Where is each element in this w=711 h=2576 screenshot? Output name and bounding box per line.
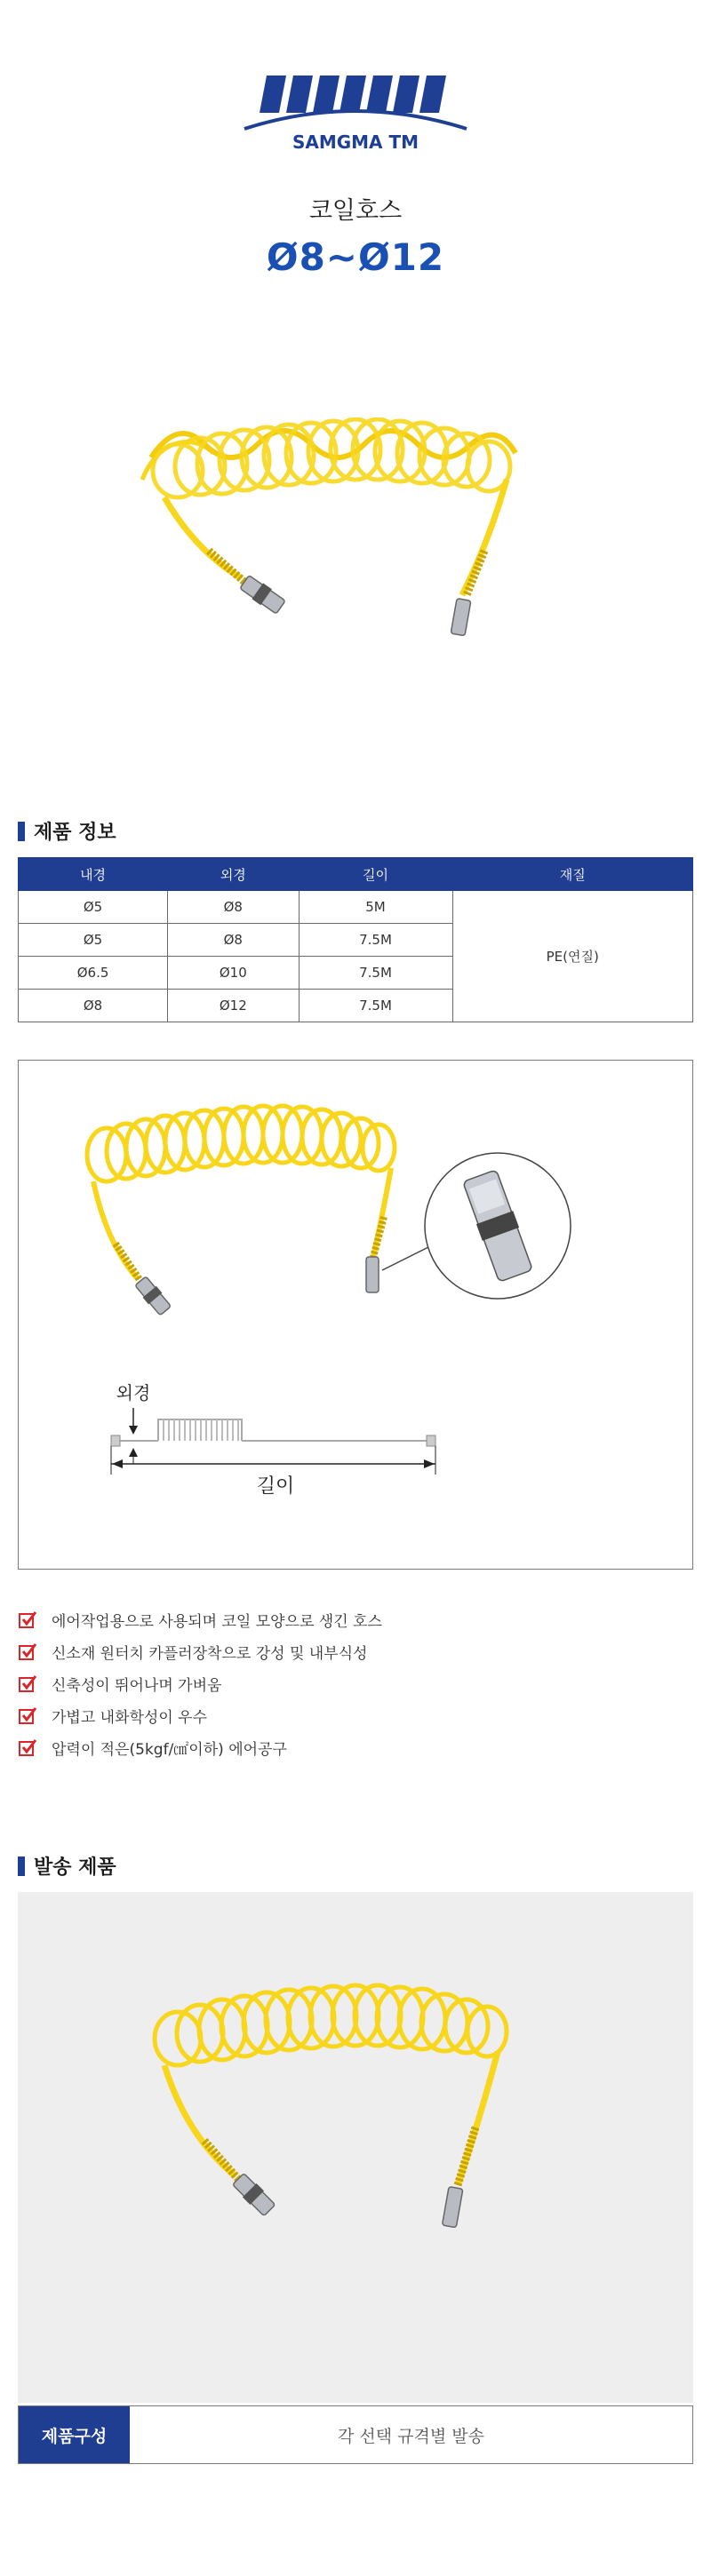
checkbox-check-icon <box>18 1737 37 1757</box>
cell-outer: Ø10 <box>168 957 299 990</box>
list-item <box>18 1699 382 1731</box>
cell-inner: Ø6.5 <box>19 957 168 990</box>
cell-inner: Ø5 <box>19 891 168 924</box>
length-label: 길이 <box>256 1475 295 1498</box>
info-section-heading <box>18 817 116 845</box>
section-marker <box>18 1856 25 1876</box>
brand-logo <box>240 76 471 164</box>
feature-text: 압력이 적은(5kgf/㎠이하) 에어공구 <box>52 1740 287 1759</box>
cell-outer: Ø8 <box>168 924 299 957</box>
col-outer-diameter: 외경 <box>168 858 299 891</box>
cell-inner: Ø5 <box>19 924 168 957</box>
coil-hose-image <box>124 417 587 711</box>
brand-text: SAMGMA TM <box>292 131 419 153</box>
cell-length: 7.5M <box>299 957 452 990</box>
col-length: 길이 <box>299 858 452 891</box>
section-marker <box>18 822 25 841</box>
list-item <box>18 1603 382 1635</box>
shipped-hose-image <box>124 1976 587 2278</box>
spec-table-header <box>19 858 693 891</box>
cell-inner: Ø8 <box>19 990 168 1022</box>
plug-fitting <box>366 1257 379 1292</box>
cell-length: 5M <box>299 891 452 924</box>
checkbox-check-icon <box>18 1705 37 1725</box>
feature-text: 에어작업용으로 사용되며 코일 모양으로 생긴 호스 <box>52 1612 382 1631</box>
feature-list <box>18 1603 382 1763</box>
feature-text: 가볍고 내화학성이 우수 <box>52 1708 208 1727</box>
cell-outer: Ø12 <box>168 990 299 1022</box>
table-row <box>19 891 693 924</box>
cell-outer: Ø8 <box>168 891 299 924</box>
checkbox-check-icon <box>18 1610 37 1629</box>
list-item <box>18 1635 382 1667</box>
col-material: 재질 <box>452 858 693 891</box>
list-item <box>18 1667 382 1699</box>
feature-text: 신소재 원터치 카플러장착으로 강성 및 내부식성 <box>52 1644 368 1663</box>
composition-label: 제품구성 <box>19 2406 130 2463</box>
feature-text: 신축성이 뛰어나며 가벼움 <box>52 1676 222 1695</box>
composition-row <box>18 2405 693 2464</box>
info-heading-text: 제품 정보 <box>34 822 116 844</box>
spec-table <box>18 857 693 1022</box>
col-inner-diameter: 내경 <box>19 858 168 891</box>
cell-length: 7.5M <box>299 990 452 1022</box>
composition-value: 각 선택 규격별 발송 <box>338 2426 484 2446</box>
list-item <box>18 1731 382 1763</box>
size-range: Ø8~Ø12 <box>266 235 445 279</box>
checkbox-check-icon <box>18 1674 37 1693</box>
cell-material: PE(연질) <box>452 891 693 1022</box>
checkbox-check-icon <box>18 1642 37 1661</box>
shipping-section-heading <box>18 1852 116 1880</box>
cell-length: 7.5M <box>299 924 452 957</box>
hose-diagram <box>53 1093 622 1554</box>
outer-diameter-label: 외경 <box>116 1382 151 1403</box>
shipping-heading-text: 발송 제품 <box>34 1856 116 1879</box>
product-title: 코일호스 <box>308 197 403 225</box>
